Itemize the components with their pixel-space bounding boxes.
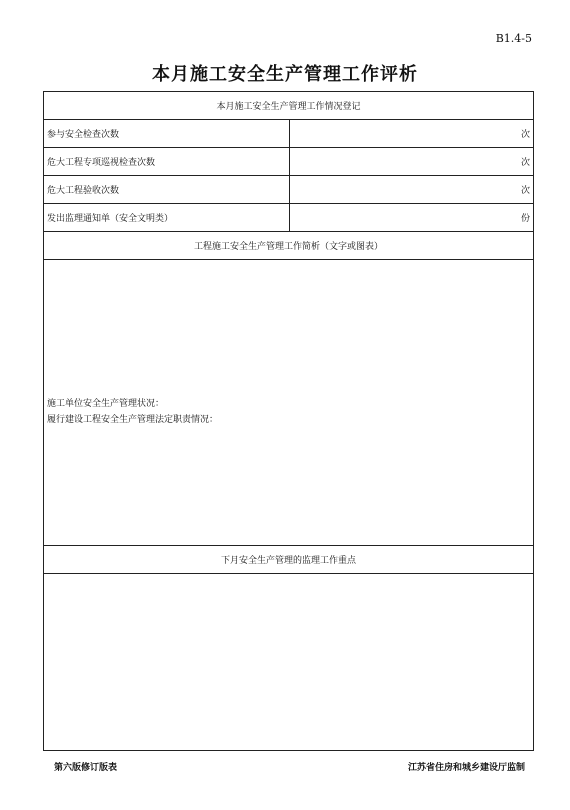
- section-heading-registration: 本月施工安全生产管理工作情况登记: [44, 92, 534, 120]
- count-field[interactable]: [290, 148, 534, 176]
- next-month-text-area[interactable]: [44, 574, 534, 751]
- footer-issuer: 江苏省住房和城乡建设厅监制: [407, 763, 525, 773]
- unit-label: 次: [521, 186, 531, 196]
- row-label: 危大工程专项巡视检查次数: [44, 148, 290, 176]
- footer-version: 第六版修订版表: [54, 763, 118, 773]
- unit-label: 次: [521, 130, 531, 140]
- table-row: [44, 120, 534, 148]
- subsection-label-contractor: 施工单位安全生产管理状况：: [47, 399, 165, 409]
- analysis-text-area[interactable]: [44, 260, 534, 546]
- page-title: 本月施工安全生产管理工作评析: [152, 64, 418, 85]
- subsection-label-duties: 履行建设工程安全生产管理法定职责情况：: [47, 415, 219, 425]
- table-row: [44, 204, 534, 232]
- table-row: [44, 148, 534, 176]
- section-heading-next-month: 下月安全生产管理的监理工作重点: [44, 546, 534, 574]
- unit-label: 次: [521, 158, 531, 168]
- count-field[interactable]: [290, 204, 534, 232]
- row-label: 危大工程验收次数: [44, 176, 290, 204]
- unit-label: 份: [521, 214, 531, 224]
- count-field[interactable]: [290, 176, 534, 204]
- row-label: 发出监理通知单（安全文明类）: [44, 204, 290, 232]
- section-heading-analysis: 工程施工安全生产管理工作简析（文字或图表）: [44, 232, 534, 260]
- evaluation-form: [43, 91, 534, 751]
- table-row: [44, 176, 534, 204]
- row-label: 参与安全检查次数: [44, 120, 290, 148]
- count-field[interactable]: [290, 120, 534, 148]
- form-code: B1.4-5: [495, 32, 532, 45]
